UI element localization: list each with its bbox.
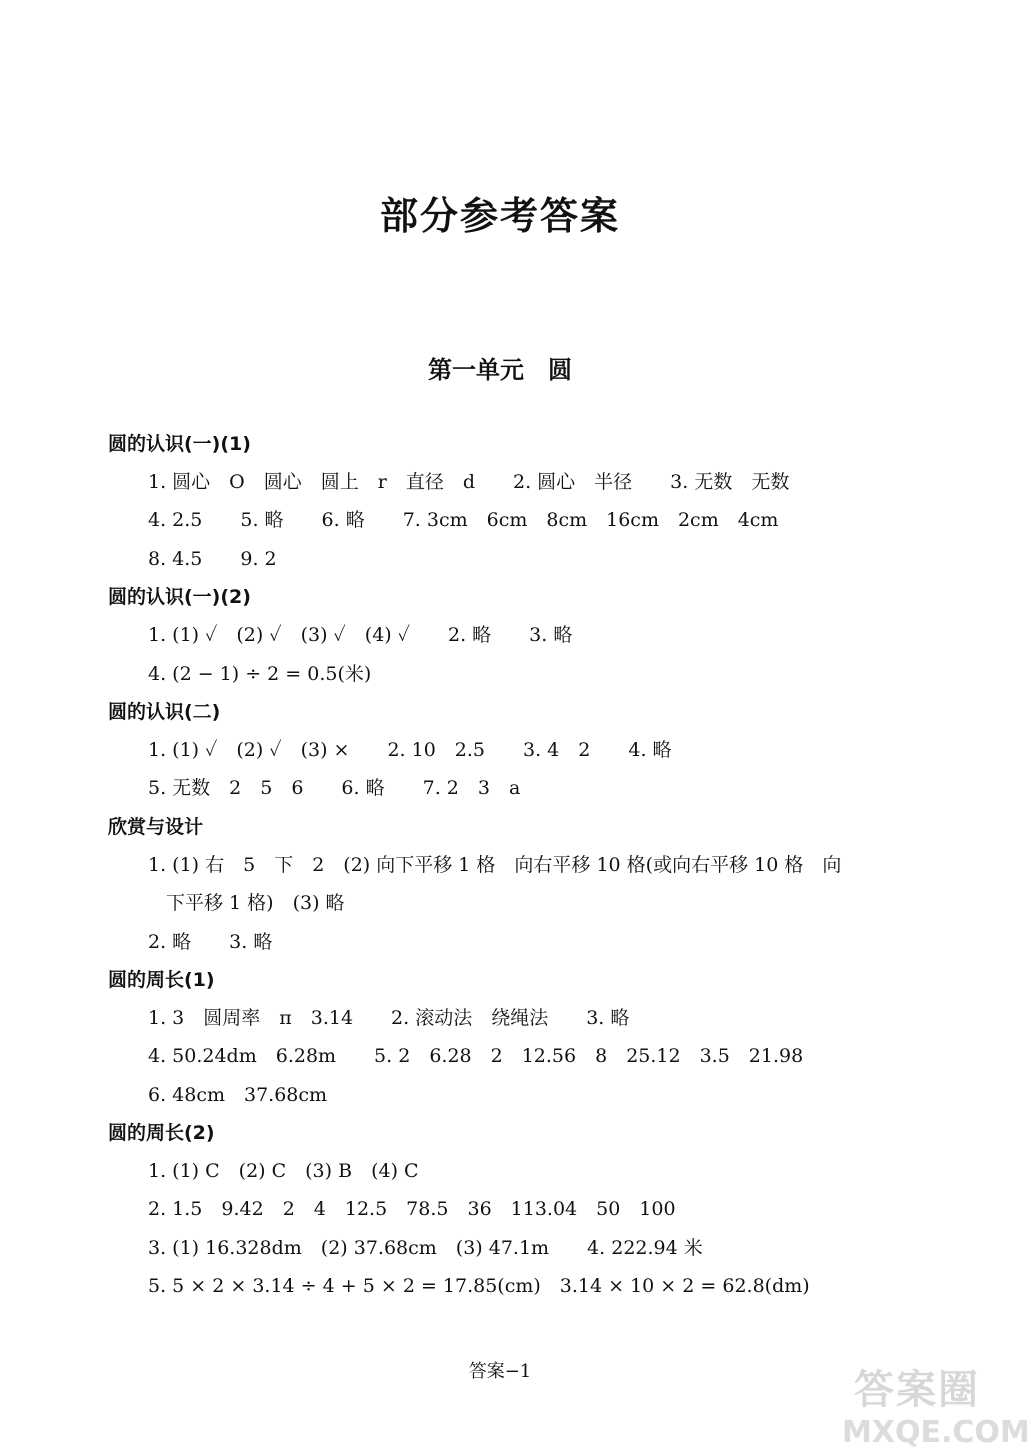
answer-line: 下平移 1 格) (3) 略	[166, 892, 345, 915]
page-title: 部分参考答案	[379, 193, 620, 238]
section-heading: 圆的认识(一)(1)	[108, 433, 251, 455]
section-heading: 欣赏与设计	[108, 815, 204, 838]
unit-title: 第一单元 圆	[428, 355, 572, 384]
section-heading: 圆的认识(一)(2)	[108, 586, 251, 609]
answer-line: 2. 略 3. 略	[148, 930, 273, 953]
answer-line: 1. (1) ✓ (2) ✓ (3) ✓ (4) ✓ 2. 略 3. 略	[148, 624, 573, 647]
answer-line: 6. 48cm 37.68cm	[148, 1083, 328, 1106]
answer-line: 4. 2.5 5. 略 6. 略 7. 3cm 6cm 8cm 16cm 2cm 4cm	[148, 509, 779, 532]
answer-line: 2. 1.5 9.42 2 4 12.5 78.5 36 113.04 50 100	[148, 1198, 676, 1221]
page-footer: 答案−1	[468, 1361, 532, 1382]
answer-line: 4. 50.24dm 6.28m 5. 2 6.28 2 12.56 8 25.12 3.5 21.98	[148, 1045, 804, 1068]
section-heading: 圆的周长(2)	[108, 1122, 215, 1145]
section-heading: 圆的认识(二)	[108, 700, 221, 723]
answer-line: 1. 圆心 O 圆心 圆上 r 直径 d 2. 圆心 半径 3. 无数 无数	[148, 471, 790, 493]
answer-line: 5. 5 × 2 × 3.14 ÷ 4 + 5 × 2 = 17.85(cm) 3.14 × 10 × 2 = 62.8(dm)	[148, 1275, 810, 1298]
answer-line: 1. (1) ✓ (2) ✓ (3) × 2. 10 2.5 3. 4 2 4. 略	[148, 738, 672, 761]
answer-line: 3. (1) 16.328dm (2) 37.68cm (3) 47.1m 4. 222.94 米	[148, 1236, 703, 1259]
watermark-url: MXQE.COM	[842, 1415, 1030, 1450]
answer-line: 4. (2 − 1) ÷ 2 = 0.5(米)	[148, 662, 372, 685]
answer-line: 5. 无数 2 5 6 6. 略 7. 2 3 a	[148, 777, 521, 800]
answer-line: 1. (1) 右 5 下 2 (2) 向下平移 1 格 向右平移 10 格(或向右平移 10 格 向	[148, 853, 842, 876]
section-heading: 圆的周长(1)	[108, 968, 215, 991]
answer-content	[108, 425, 928, 1306]
answer-line: 8. 4.5 9. 2	[148, 547, 277, 570]
answer-line: 1. 3 圆周率 π 3.14 2. 滚动法 绕绳法 3. 略	[148, 1006, 630, 1029]
watermark-text: 答案圈	[854, 1367, 980, 1413]
watermark-logo	[842, 1358, 1030, 1450]
answer-line: 1. (1) C (2) C (3) B (4) C	[148, 1160, 419, 1183]
